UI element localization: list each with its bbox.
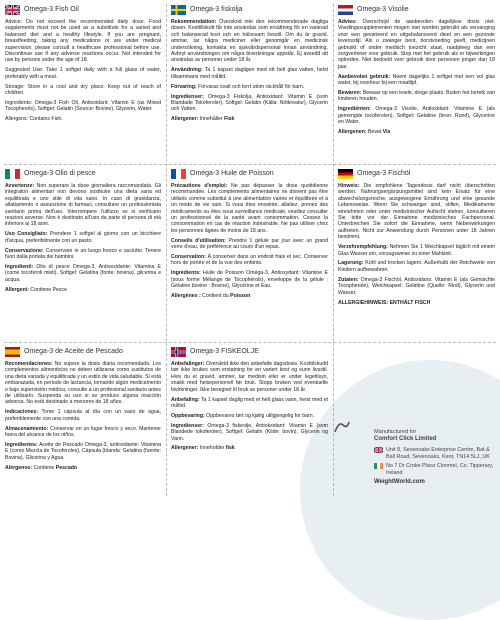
paragraph-heading: Ingredienser: <box>171 422 204 429</box>
uk-address-row <box>374 447 494 460</box>
allergen-name: Vis <box>382 129 391 136</box>
label-paragraph <box>171 116 328 122</box>
label-paragraph <box>5 231 161 244</box>
paragraph-heading: Conseils d'utilisation: <box>171 237 226 244</box>
label-paragraph <box>171 183 328 234</box>
paragraph-text: No supere la dosis diaria recomendada. Los complementos alimenticios no deben utilizarse como sustitutos de una dieta variada y equilibrada y un estilo de vida saludable. Si está embarazada, en período de lactancia, tomando algún medicamento o bajo supervisión médica, consulte a un profesional sanitario antes de utilizarlo. Suspenda su uso si se produce alguna reacción adversa. No está destinado a menores de 18 años. <box>5 361 162 406</box>
cell-spanish <box>0 342 166 500</box>
section-header <box>171 167 328 180</box>
row-divider <box>4 342 496 343</box>
paragraph-text: Aceite de Pescado Omega-3, antioxidante: Vitamina E (como Mezcla de Tocoferoles), Cápsula (blanda: Gelatina (fuente: Bovina), Glicerina y Agua. <box>5 441 161 461</box>
paragraph-text: Huile de Poisson Oméga-3, Antioxydant: Vitamine E (sous forme Mélange de Tocophérols), enveloppe de la gélule : Gélatine bovine : Bovine), Glycérine et Eau. <box>171 270 328 290</box>
company-logo <box>333 420 351 439</box>
paragraph-heading: Allergeni: <box>5 286 29 293</box>
paragraph-text: Die empfohlene Tagesdosis darf nicht überschritten werden. Nahrungsergänzungsmittel sind kein Ersatz für eine abwechslungsreiche, ausgewogene Ernährung und eine gesunde Lebensweise. Wenn Sie schwanger sind, stillen, Medikamente einnehmen oder unter medizinischer Aufsicht stehen, konsultieren Sie bitte vor der Einnahme medizinisches Fachpersonal. Unterbrechen Sie sofort die Einnahme, wenn Nebenwirkungen auftreten. Nicht zur Anwendung durch Personen unter 18 Jahren bestimmt. <box>338 183 495 241</box>
label-paragraph <box>171 361 328 393</box>
paragraph-text: Oppbevares tørt og kjølig utilgjengelig for barn. <box>204 412 315 419</box>
section-header <box>338 167 495 180</box>
norway-flag-icon <box>171 347 186 357</box>
netherlands-flag-icon <box>338 5 353 15</box>
section-title: Omega-3 Olio di pesce <box>24 170 96 177</box>
cell-english <box>0 0 166 164</box>
label-paragraph <box>5 19 161 64</box>
paragraph-heading: Conservazione: <box>5 247 44 254</box>
paragraph-heading: Allergenen: <box>338 129 367 136</box>
uk-flag-icon <box>374 447 383 460</box>
column-divider <box>166 4 167 496</box>
cell-norwegian <box>166 342 333 500</box>
label-paragraph <box>5 264 161 283</box>
paragraph-heading: Aanbevolen gebruik: <box>338 73 391 80</box>
label-paragraph <box>171 94 328 113</box>
label-paragraph <box>5 67 161 80</box>
label-paragraph <box>5 409 161 422</box>
label-paragraph <box>5 287 161 293</box>
paragraph-heading: Zutaten: <box>338 276 359 283</box>
paragraph-text: Nehmen Sie 1 Weichkapsel täglich mit einem Glas Wasser ein, vorzugsweise zu einer Mahlzeit. <box>338 244 495 257</box>
manufactured-for-label: Manufactured for <box>374 428 417 435</box>
label-paragraph <box>171 254 328 267</box>
label-paragraph <box>5 248 161 261</box>
paragraph-text: Neem dagelijks 1 softgel met een vol glas water, bij voorkeur bij een maaltijd. <box>338 73 495 87</box>
label-paragraph <box>171 423 328 442</box>
label-paragraph <box>338 106 495 125</box>
section-title: Omega-3 FISKEOLJE <box>190 348 259 355</box>
paragraph-heading: Ingredienti: <box>5 263 34 270</box>
paragraph-heading: Verzehrempfehlung: <box>338 244 388 251</box>
paragraph-heading: Förvaring: <box>171 83 197 90</box>
cell-italian <box>0 164 166 342</box>
paragraph-text: Olio di pesce Omega-3, Antiossidante: Vitamina E (come tocoferoli misti), Softgel: Gelatina (fonte: bovina), glicerina e acqua. <box>5 263 161 283</box>
section-header <box>171 3 328 16</box>
paragraph-text: Contient du <box>200 293 231 300</box>
paragraph-text: Allergens: Contains Fish. <box>5 116 63 123</box>
label-paragraph <box>338 183 495 241</box>
label-paragraph <box>338 244 495 257</box>
paragraph-text: Omega-3 Fischöl, Antioxidans: Vitamin E (als Gemischte Tocopherole), Weichkapsel: Gelatine (Quelle: Rind), Glycerin und Wasser. <box>338 276 495 296</box>
manufacturer-contact <box>374 429 494 486</box>
cell-french <box>166 164 333 342</box>
paragraph-text: Överskrid inte den rekommenderade dagliga dosen. Kosttillskott får inte användas som ersättning för en varierad och balanserad kost och en hälsosam livsstil. Om du är gravid, ammar, tar några mediciner eller genomgår en medicinsk undersökning, kontakta en sjukvårdspersonal innan användning. Avbryt användningen om några biverkningar uppstår. Ej avsedd att användas av personer under 18 år. <box>171 19 328 64</box>
label-paragraph <box>338 129 495 135</box>
label-paragraph <box>5 100 161 113</box>
label-paragraph <box>5 116 161 122</box>
paragraph-text: Suggested Use: Take 1 softgel daily with a full glass of water, preferably with a meal. <box>5 67 161 80</box>
paragraph-heading: Bewaren: <box>338 90 362 97</box>
section-title: Omega-3 Fish Oil <box>24 6 79 13</box>
label-paragraph <box>171 67 328 80</box>
label-paragraph <box>171 293 328 299</box>
label-paragraph <box>171 84 328 90</box>
label-paragraph <box>5 84 161 97</box>
label-paragraph <box>5 183 161 228</box>
section-title: Omega-3 Visolie <box>357 6 409 13</box>
section-title: Omega-3 Fischöl <box>357 170 411 177</box>
section-header <box>338 3 495 16</box>
label-paragraph <box>338 19 495 70</box>
paragraph-heading: Lagerung: <box>338 260 364 267</box>
cell-contact <box>333 342 500 500</box>
paragraph-heading: Allergener: <box>171 445 199 452</box>
paragraph-text: Ingredients: Omega-3 Fish Oil, Antioxidant: Vitamin E (as Mixed Tocopherols), Softgel: Gelatin (Source: Bovine), Glycerin, Water. <box>5 99 161 113</box>
paragraph-heading: Rekommendation: <box>171 19 217 25</box>
uk-flag-icon <box>5 5 20 15</box>
label-paragraph <box>171 445 328 451</box>
paragraph-heading: Précautions d'emploi: <box>171 183 228 189</box>
section-title: Omega-3 de Aceite de Pescado <box>24 348 123 355</box>
allergen-name: Poisson <box>230 293 251 300</box>
paragraph-text: Ta 1 kapsel daglig med et helt glass vann, helst med et måltid. <box>171 396 328 409</box>
label-paragraph <box>171 397 328 410</box>
section-header <box>5 3 161 16</box>
label-paragraph <box>338 90 495 103</box>
paragraph-text: Kühl und trocken lagern. Außerhalb der Reichweite von Kindern aufbewahren. <box>338 260 495 273</box>
section-title: Oméga-3 Huile de Poisson <box>190 170 274 177</box>
paragraph-heading: ALLERGIEHINWEIS: ENTHÄLT FISCH <box>338 299 431 306</box>
paragraph-text: Overschrijd de aanbevolen dagelijkse dosis niet. Voedingssupplementen mogen niet worden gebruikt als vervanging voor een gevarieerd en uitgebalanceerd dieet en een gezonde levensstijl. Als u zwanger bent, borstvoeding geeft, medicijnen gebruikt of onder medisch toezicht staat, raadpleeg dan een zorgverlener voor gebruik. Stop met het gebruik als er bijwerkingen optreden. Niet bedoeld voor gebruik door personen jonger dan 18 jaar. <box>338 19 495 70</box>
paragraph-text: Bevat <box>366 129 383 136</box>
paragraph-heading: Allergener: <box>171 116 199 123</box>
paragraph-text: Conservar en un lugar fresco y seco. Mantener fuera del alcance de los niños. <box>5 425 161 439</box>
paragraph-text: Prendere 1 softgel al giorno con un bicchiere d'acqua, preferibilmente con un pasto. <box>5 231 161 244</box>
italy-flag-icon <box>5 169 20 179</box>
section-header <box>5 167 161 180</box>
paragraph-heading: Ingrediënten: <box>338 106 371 113</box>
paragraph-text: Bewaar op een koele, droge plaats. Buiten het bereik van kinderen houden. <box>338 90 495 103</box>
cell-dutch <box>333 0 500 164</box>
section-title: Omega-3 fiskolja <box>190 6 243 13</box>
paragraph-text: Advice: Do not exceed the recommended daily dose. Food supplements must not be used as a substitute for a varied and balanced diet and a healthy lifestyle. If you are pregnant, breastfeeding, taking any medications or are under medical supervision, please consult a healthcare professional before use. Discontinue use if any adverse reactions occur. Not intended for use by persons under the age of 18. <box>5 19 161 64</box>
allergen-name: Fisk <box>224 116 235 123</box>
label-paragraph <box>5 442 161 461</box>
section-header <box>171 345 328 358</box>
label-paragraph <box>5 361 161 406</box>
sweden-flag-icon <box>171 5 186 15</box>
france-flag-icon <box>171 169 186 179</box>
label-paragraph <box>171 19 328 64</box>
paragraph-text: Inneholder <box>198 445 226 452</box>
paragraph-heading: Ingredienser: <box>171 93 204 100</box>
paragraph-heading: Ingrédients: <box>171 270 201 277</box>
paragraph-heading: Avvertenze: <box>5 183 35 189</box>
paragraph-text: Omega-3 fiskeolje, Antioksidant: Vitamin E (som Blandede tokoferoler), Softgel: Gelatin (Kilde: bovin), Glycerin og Vann. <box>171 422 328 442</box>
paragraph-heading: Ingredientes: <box>5 441 38 448</box>
ie-address-row <box>374 463 494 476</box>
paragraph-text: Contiene Pesce <box>28 286 68 293</box>
label-paragraph <box>171 413 328 419</box>
ireland-flag-icon <box>374 463 383 476</box>
website-link[interactable]: WeightWorld.com <box>374 479 425 486</box>
paragraph-text: Innehåller <box>198 116 225 123</box>
paragraph-text: Storage: Store in a cool and dry place. Keep out of reach of children. <box>5 83 161 97</box>
paragraph-heading: Alérgenos: <box>5 464 33 471</box>
paragraph-heading: Anbefaling: <box>171 396 200 403</box>
paragraph-text: Tome 1 cápsula al día con un vaso de agua, preferiblemente con una comida. <box>5 409 161 422</box>
label-paragraph <box>338 277 495 296</box>
paragraph-text: Omega-3 Visolie, Antioxidant: Vitamine E (als gemengde tocoferolen), Softgel: Gelatine (bron: Rund), Glycerine en Water. <box>338 106 495 126</box>
cell-swedish <box>166 0 333 164</box>
paragraph-text: Förvaras svalt och torrt utom räckhåll för barn. <box>196 83 305 90</box>
uk-address: Unit 8, Sevenoaks Enterprise Centre, Bat & Ball Road, Sevenoaks, Kent, TN14 5LJ, UK <box>386 447 490 460</box>
paragraph-heading: Indicaciones: <box>5 409 39 416</box>
paragraph-text: Overskrid ikke den anbefalte dagsdosis. Kosttilskudd bør ikke brukes som erstatning for en variert kost og sunn livsstil. Hvis du er gravid, ammer, tar medisin eller er under legetilsyn, snakk med helsepersonell før bruk. Stopp bruken ved eventuelle bivirkninger. Ikke beregnet til bruk av personer under 18 år. <box>171 361 328 393</box>
allergen-name: Pescado <box>55 464 78 471</box>
label-paragraph <box>338 74 495 87</box>
allergen-name: fisk <box>225 445 235 452</box>
paragraph-heading: Hinweis: <box>338 183 360 189</box>
paragraph-heading: Anbefalinger: <box>171 361 205 367</box>
paragraph-text: À conserver dans un endroit frais et sec. Conserver hors de portée et de la vue des enfants. <box>171 254 328 267</box>
paragraph-text: Non superare la dose giornaliera raccomandata. Gli integratori alimentari non devono sostituire una dieta varia ed equilibrata e uno stile di vita sano. In caso di gravidanza, allattamento o assunzione di farmaci, consultare un professionista sanitario prima dell'uso. Interrompere l'utilizzo se si verificano reazioni avverse. Non è destinato all'uso da parte di persone di età inferiore ai 18 anni. <box>5 183 161 228</box>
company-name: Comfort Click Limited <box>374 436 437 443</box>
spain-flag-icon <box>5 347 20 357</box>
paragraph-heading: Oppbevaring: <box>171 412 205 419</box>
label-paragraph <box>338 260 495 273</box>
paragraph-heading: Conservation: <box>171 254 206 261</box>
paragraph-text: Ne pas dépasser la dose quotidienne recommandée. Les compléments alimentaires ne doivent pas être utilisés comme substitut à une alimentation variée et équilibrée et à un mode de vie sain. Si vous êtes enceinte, allaitez, prenez des médicaments ou êtes sous surveillance médicale, veuillez consulter un professionnel de la santé avant consommation. Cessez la consommation en cas de réaction indésirable. Ne pas utiliser chez les personnes âgées de moins de 18 ans. <box>171 183 328 234</box>
label-paragraph <box>171 270 328 289</box>
label-paragraph <box>5 465 161 471</box>
paragraph-heading: Almacenamiento: <box>5 425 49 432</box>
paragraph-heading: Advies: <box>338 19 357 25</box>
label-paragraph <box>171 238 328 251</box>
germany-flag-icon <box>338 169 353 179</box>
paragraph-heading: Uso Consigliato: <box>5 231 48 238</box>
label-paragraph <box>5 426 161 439</box>
section-header <box>5 345 161 358</box>
ie-address: No 7 Dr Croke Place Clonmel, Co. Tipperary, Ireland <box>386 463 494 476</box>
paragraph-text: Prendre 1 gélule par jour avec un grand verre d'eau, de préférence au cours d'un repas. <box>171 237 328 251</box>
paragraph-text: Omega-3 Fiskolja, Antioxidant: Vitamin E (som Blandade Tokoferoler), Softgel: Gelatin (Källa: Nötkreatur), Glycerin och Vatten. <box>171 93 328 113</box>
paragraph-text: Contiene <box>32 464 56 471</box>
row-divider <box>4 164 496 165</box>
paragraph-heading: Användning: <box>171 67 203 74</box>
paragraph-heading: Recomendaciones: <box>5 361 53 367</box>
paragraph-text: Conservare in un luogo fresco e asciutto. Tenere fuori dalla portata dei bambini. <box>5 247 161 261</box>
paragraph-text: Ta 1 kapsel dagligen med ett helt glas vatten, helst tillsammans med måltid. <box>171 67 328 80</box>
paragraph-heading: Allergènes : <box>171 293 201 300</box>
label-paragraph <box>338 300 495 306</box>
cell-german <box>333 164 500 342</box>
